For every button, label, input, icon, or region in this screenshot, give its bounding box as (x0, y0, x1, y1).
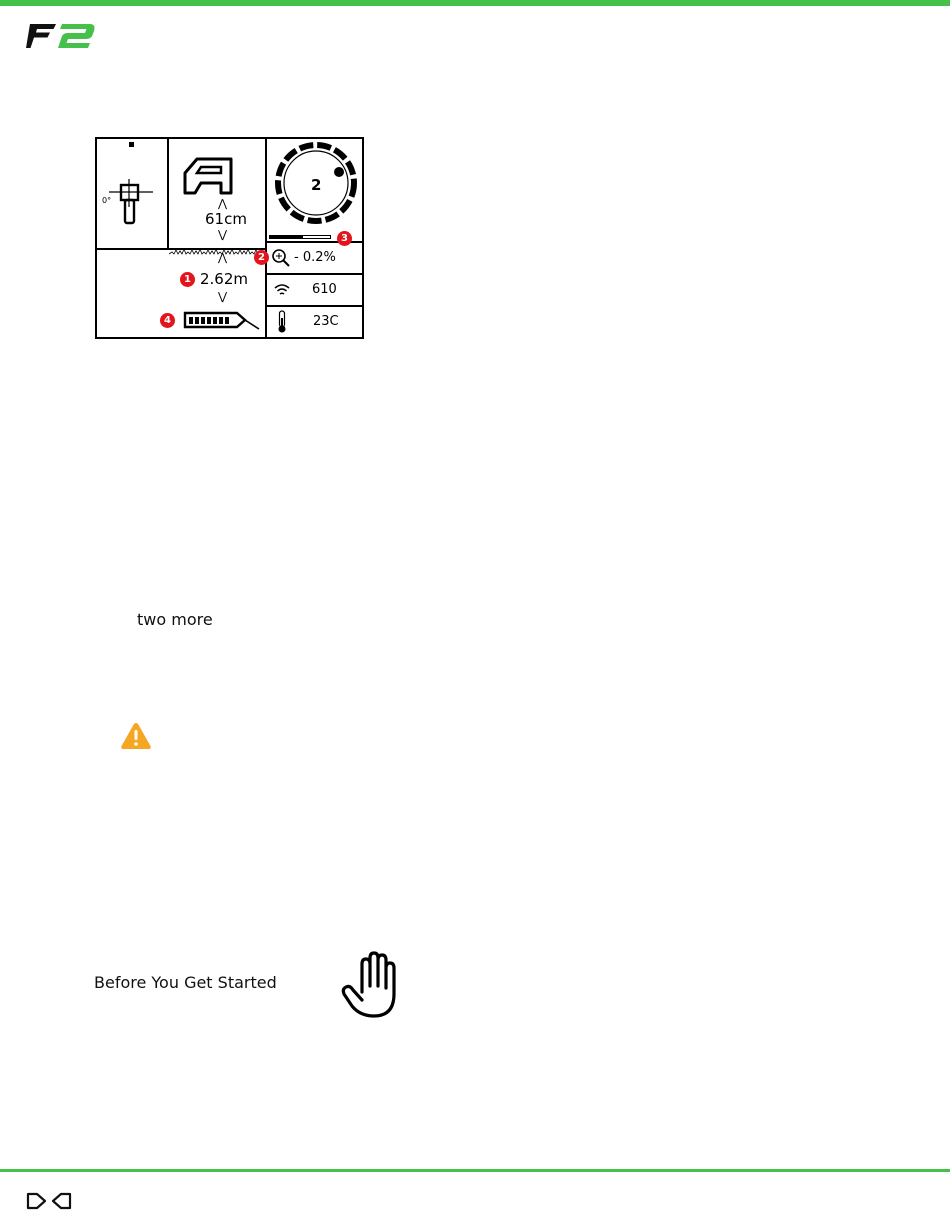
callout-badge-4: 4 (160, 313, 175, 328)
stop-hand-icon (340, 950, 406, 1024)
divider-vertical-left (167, 139, 169, 248)
divider-right-3 (267, 305, 362, 307)
transmitter-battery-icon (183, 310, 263, 336)
signal-wifi-icon (274, 282, 290, 301)
callout-badge-1: 1 (180, 272, 195, 287)
transmitter-side-icon (109, 177, 159, 233)
f2-logo (26, 22, 98, 54)
callout-badge-2: 2 (254, 250, 269, 265)
dci-logo (26, 1192, 74, 1214)
footer-accent-bar (0, 1169, 950, 1172)
warning-icon (120, 721, 152, 755)
receiver-icon (181, 155, 237, 201)
battery-level-bar (269, 235, 331, 239)
callout-badge-3: 3 (337, 231, 352, 246)
header-accent-bar (0, 0, 950, 6)
depth-down-arrow: ⋁ (218, 290, 228, 303)
depth-readout: 2.62m (200, 270, 249, 288)
height-readout: 61cm (205, 210, 247, 228)
temperature-readout: 23C (313, 314, 339, 329)
small-dot (129, 142, 134, 147)
pitch-magnifier-icon (271, 248, 291, 272)
divider-right-2 (267, 273, 362, 275)
height-down-arrow: ⋁ (218, 228, 228, 241)
receiver-display (95, 137, 364, 339)
divider-vertical-main (265, 139, 267, 337)
before-you-get-started-heading: Before You Get Started (94, 973, 277, 992)
roll-position-readout: 2 (311, 176, 322, 194)
roll-angle-label: 0° (102, 196, 112, 205)
depth-up-arrow: ⋀ (218, 251, 228, 264)
thermometer-icon (276, 310, 288, 338)
pitch-readout: - 0.2% (294, 250, 336, 265)
ground-line (169, 240, 265, 259)
two-more-text: two more (137, 610, 213, 629)
signal-strength-readout: 610 (312, 282, 337, 297)
height-up-arrow: ⋀ (218, 197, 228, 210)
